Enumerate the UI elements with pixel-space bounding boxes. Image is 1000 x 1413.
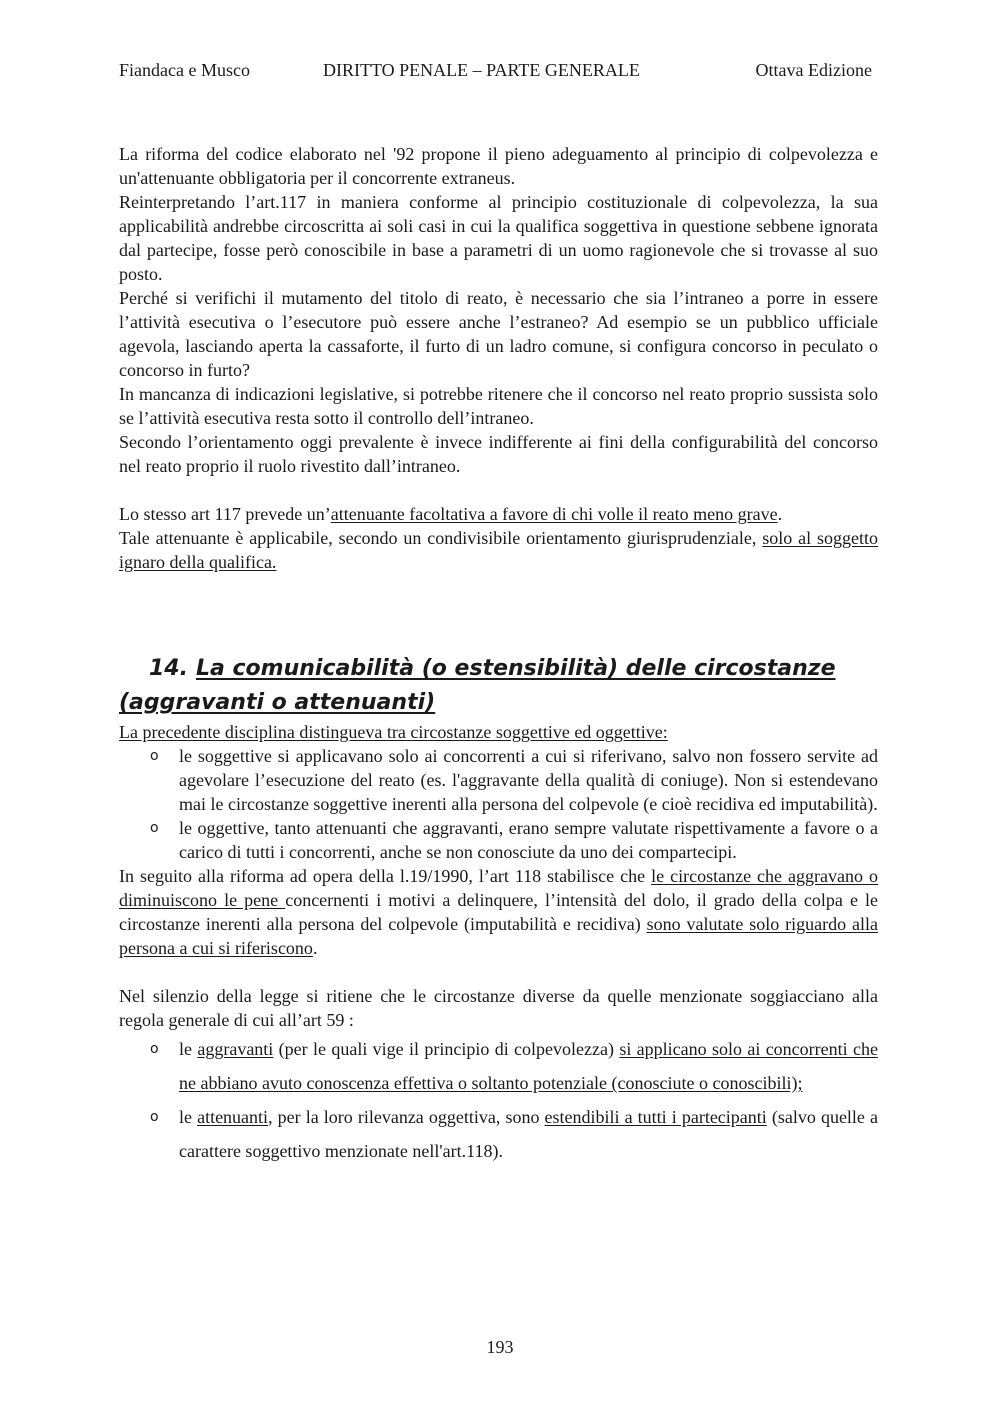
paragraph-silenzio-legge: Nel silenzio della legge si ritiene che le circostanze diverse da quelle menzionate soggiacciano alla regola generale di cui all’art 59 :: [119, 986, 878, 1030]
page-number: 193: [486, 1337, 514, 1357]
paragraph-riforma: La riforma del codice elaborato nel '92 propone il pieno adeguamento al principio di colpevolezza e un'attenuante obbligatoria per il concorrente extraneus.: [119, 144, 878, 188]
old-rules-list: [119, 744, 878, 864]
bullet-icon: o: [150, 1109, 159, 1125]
underlined-text: estendibili a tutti i partecipanti: [544, 1107, 767, 1127]
section-number: 14.: [149, 656, 188, 681]
paragraph-mutamento-titolo: Perché si verifichi il mutamento del titolo di reato, è necessario che sia l’intraneo a porre in essere l’attività esecutiva o l’esecutore può essere anche l’estraneo? Ad esempio se un pubblico ufficiale agevola, lasciando aperta la cassaforte, il furto di un ladro comune, si configura concorso in peculato o concorso in furto?: [119, 288, 878, 380]
text-run: Tale attenuante è applicabile, secondo un condivisibile orientamento giurisprudenziale,: [119, 528, 763, 548]
text-run: concernenti i motivi a delinquere, l’intensità del dolo, il grado della colpa e le circostanze inerenti alla persona del colpevole (imputabilità e recidiva): [119, 890, 879, 934]
bullet-icon: o: [150, 1041, 159, 1057]
underlined-text: solo al soggetto ignaro della qualifica.: [119, 528, 878, 572]
text-run: .: [312, 938, 318, 958]
text-run: (per le quali vige il principio di colpevolezza): [273, 1039, 620, 1059]
underlined-text: sono valutate solo riguardo alla persona a cui si riferiscono: [119, 914, 878, 958]
list-item: [119, 744, 878, 816]
current-rules-list: [119, 1032, 878, 1168]
list-item-text: le soggettive si applicavano solo ai concorrenti a cui si riferivano, salvo non fossero servite ad agevolare l’esecuzione del reato (es. l'aggravante della qualità di coniuge). Non si estendevano mai le circostanze soggettive inerenti alla persona del colpevole (e cioè recidiva ed imputabilità).: [179, 746, 878, 814]
underlined-text: attenuante facoltativa a favore di chi volle il reato meno grave: [330, 504, 778, 524]
section-title: La comunicabilità (o estensibilità) delle circostanze (aggravanti o attenuanti): [119, 656, 836, 715]
text-run: (salvo quelle a carattere soggettivo menzionate nell'art.118).: [179, 1107, 878, 1161]
section-subheading: La precedente disciplina distingueva tra circostanze soggettive ed oggettive:: [119, 722, 668, 742]
paragraph-riforma-1990: [119, 864, 878, 960]
list-item: [119, 1032, 878, 1100]
list-item: [119, 816, 878, 864]
bullet-icon: o: [150, 820, 159, 836]
spacer: [119, 478, 878, 502]
bullet-icon: o: [150, 748, 159, 764]
underlined-text: si applicano solo ai concorrenti che ne abbiano avuto conoscenza effettiva o soltanto potenziale (conosciute o conoscibili);: [179, 1039, 878, 1093]
list-item-text: le oggettive, tanto attenuanti che aggravanti, erano sempre valutate rispettivamente a favore o a carico di tutti i concorrenti, anche se non conosciute da uno dei compartecipi.: [179, 818, 878, 862]
paragraph-reinterpretando: Reinterpretando l’art.117 in maniera conforme al principio costituzionale di colpevolezza, la sua applicabilità andrebbe circoscritta ai soli casi in cui la qualifica soggettiva in questione sebbene ignorata dal partecipe, fosse però conoscibile in base a parametri di un uomo ragionevole che si trovasse al suo posto.: [119, 192, 878, 284]
underlined-text: aggravanti: [197, 1039, 274, 1059]
text-run: le: [179, 1107, 198, 1127]
text-run: le: [179, 1039, 198, 1059]
page-body: [119, 142, 878, 1168]
header-book-title: DIRITTO PENALE – PARTE GENERALE: [323, 60, 640, 80]
header-authors: Fiandaca e Musco: [119, 60, 250, 80]
text-run: Lo stesso art 117 prevede un’: [119, 504, 331, 524]
list-item: [119, 1100, 878, 1168]
text-run: In seguito alla riforma ad opera della l.19/1990, l’art 118 stabilisce che: [119, 866, 652, 886]
text-run: , per la loro rilevanza oggettiva, sono: [268, 1107, 545, 1127]
paragraph-orientamento: Secondo l’orientamento oggi prevalente è invece indifferente ai fini della configurabilità del concorso nel reato proprio il ruolo rivestito dall’intraneo.: [119, 432, 878, 476]
paragraph-mancanza-indicazioni: In mancanza di indicazioni legislative, si potrebbe ritenere che il concorso nel reato proprio sussista solo se l’attività esecutiva resta sotto il controllo dell’intraneo.: [119, 384, 878, 428]
paragraph-attenuante-applicabile: [119, 526, 878, 574]
page-header: [119, 60, 872, 84]
section-heading: [119, 652, 878, 720]
spacer: [119, 960, 878, 984]
paragraph-art117-attenuante: [119, 502, 878, 526]
underlined-text: attenuanti: [197, 1107, 269, 1127]
header-edition: Ottava Edizione: [755, 60, 872, 80]
text-run: .: [777, 504, 783, 524]
underlined-text: le circostanze che aggravano o diminuiscono le pene: [119, 866, 878, 910]
